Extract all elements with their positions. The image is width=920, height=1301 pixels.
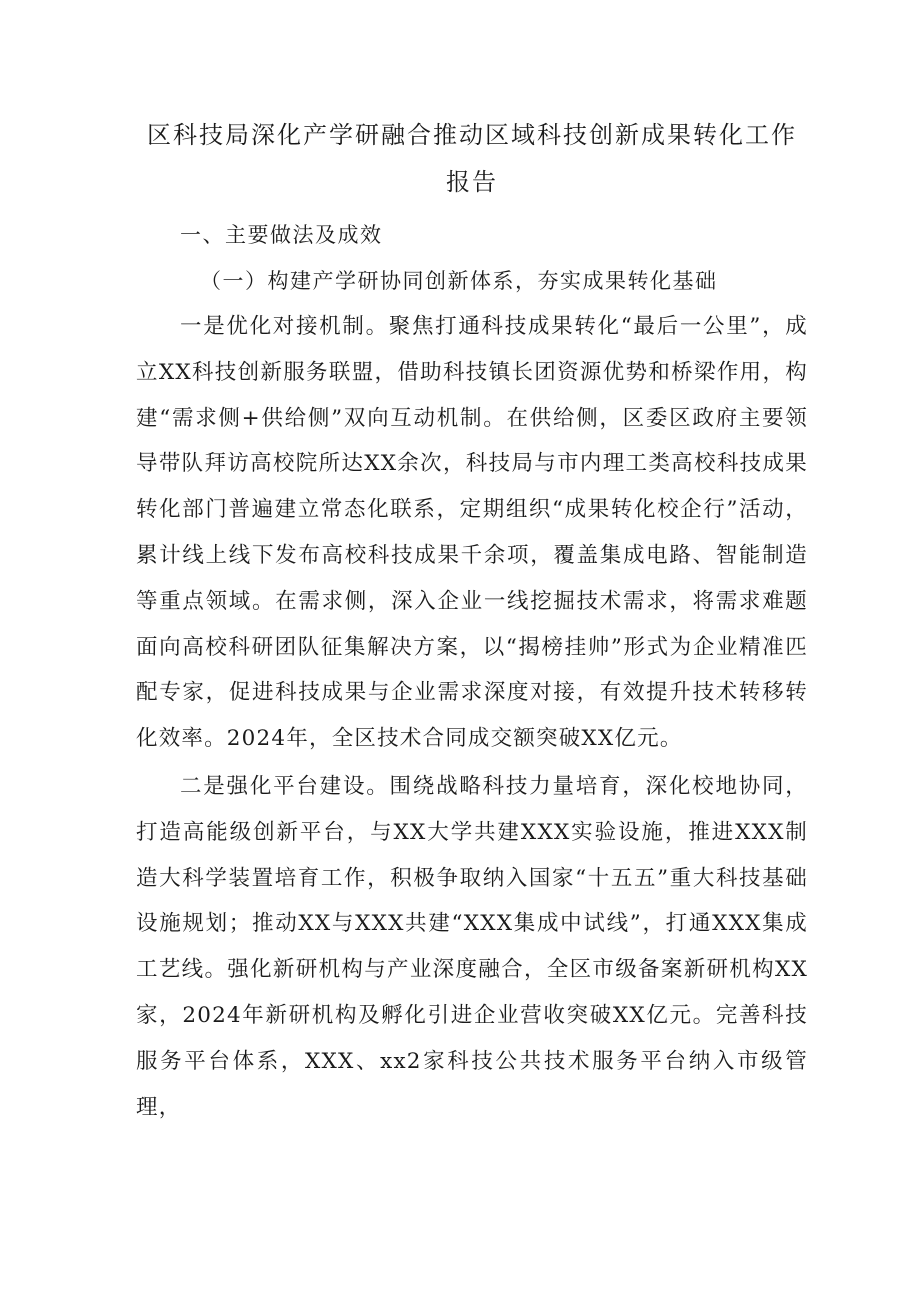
title-line-2: 报告 xyxy=(446,168,498,196)
paragraph-optimize-mechanism: 一是优化对接机制。聚焦打通科技成果转化“最后一公里”，成立XX科技创新服务联盟，借助科技镇长团资源优势和桥梁作用，构建“需求侧+供给侧”双向互动机制。在供给侧，区委区政府主要领导带队拜访高校院所达XX余次，科技局与市内理工类高校科技成果转化部门普遍建立常态化联系，定期组织“成果转化校企行”活动，累计线上线下发布高校科技成果千余项，覆盖集成电路、智能制造等重点领域。在需求侧，深入企业一线挖掘技术需求，将需求难题面向高校科研团队征集解决方案，以“揭榜挂帅”形式为企业精准匹配专家，促进科技成果与企业需求深度对接，有效提升技术转移转化效率。2024年，全区技术合同成交额突破XX亿元。 xyxy=(136,314,808,752)
section-heading: 一、主要做法及成效 xyxy=(180,223,383,247)
subsection-heading: （一）构建产学研协同创新体系，夯实成果转化基础 xyxy=(200,269,718,293)
document-title xyxy=(136,0,808,206)
paragraph-platform-building: 二是强化平台建设。围绕战略科技力量培育，深化校地协同，打造高能级创新平台，与XX大学共建XXX实验设施，推进XXX制造大科学装置培育工作，积极争取纳入国家“十五五”重大科技基础设施规划；推动XX与XXX共建“XXX集成中试线”，打通XXX集成工艺线。强化新研机构与产业深度融合，全区市级备案新研机构XX家，2024年新研机构及孵化引进企业营收突破XX亿元。完善科技服务平台体系，XXX、xx2家科技公共技术服务平台纳入市级管理， xyxy=(136,773,808,1120)
title-line-1: 区科技局深化产学研融合推动区域科技创新成果转化工作 xyxy=(147,121,797,149)
